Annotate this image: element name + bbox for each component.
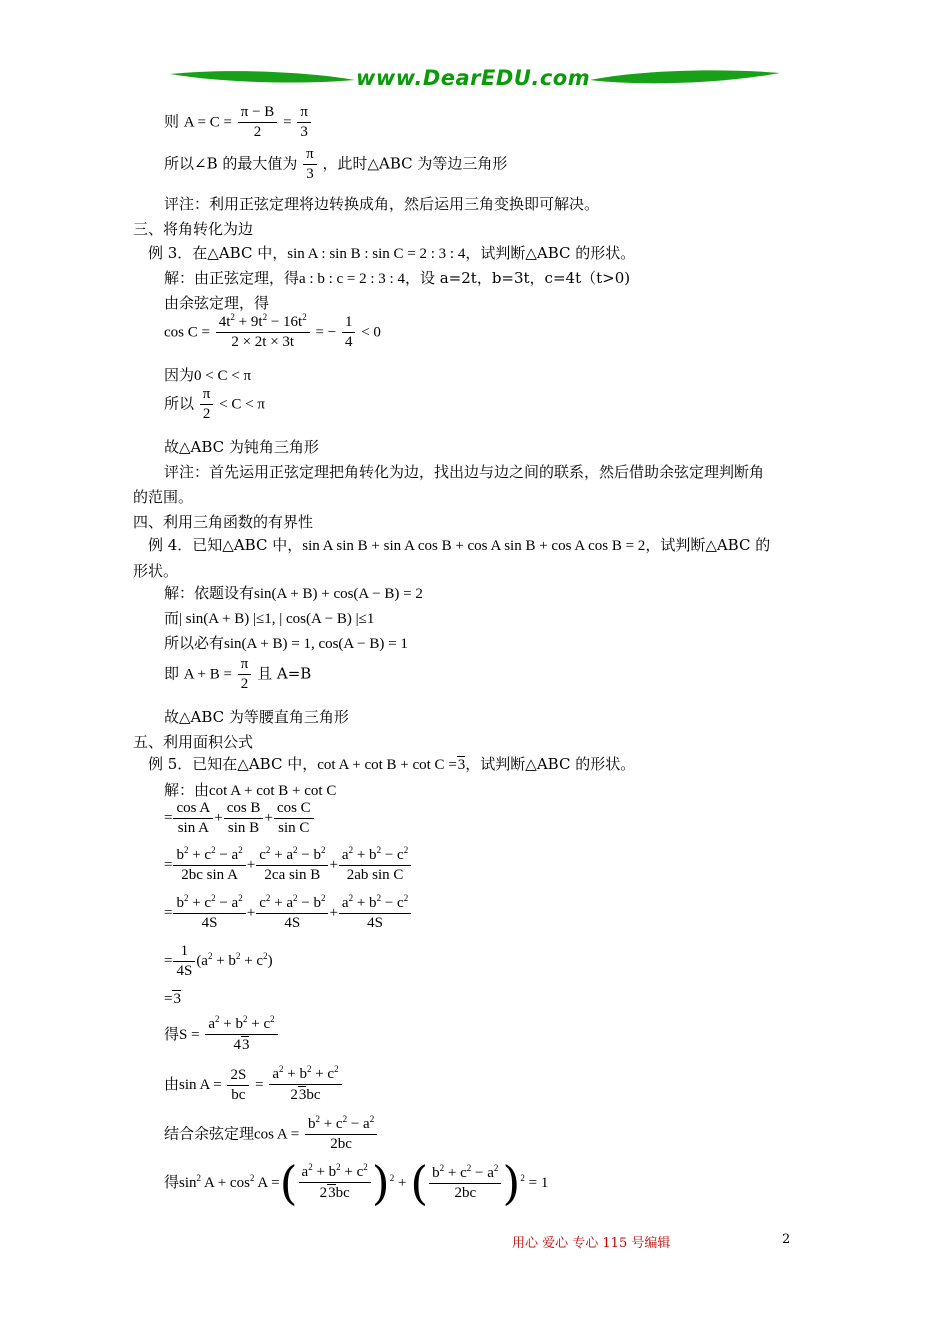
text: 解：由 (164, 781, 210, 799)
math: | sin(A + B) |≤1, | cos(A − B) |≤1 (179, 611, 375, 627)
text: 由 (164, 1075, 180, 1093)
note-3a: 评注：首先运用正弦定理把角转化为边，找出边与边之间的联系，然后借助余弦定理判断角 (164, 463, 765, 481)
obtuse-line: 故△ABC 为钝角三角形 (164, 438, 319, 456)
math: sin A : sin B : sin C = 2 : 3 : 4 (287, 246, 466, 262)
logo-text: www.DearEDU.com (356, 66, 591, 90)
isosceles-line: 故△ABC 为等腰直角三角形 (164, 708, 349, 726)
example-3 (148, 242, 635, 263)
math: a : b : c = 2 : 3 : 4 (299, 271, 405, 287)
text: 得 (164, 1025, 180, 1043)
cos-rule-line: 由余弦定理，得 (164, 294, 270, 312)
text: ，设 a=2t，b=3t，c=4t（t>0) (404, 269, 631, 287)
so-line: 所以 $\frac{\pi}{2}$ < C < π (164, 386, 265, 422)
solution-5 (164, 779, 336, 800)
text: 结合余弦定理 (164, 1124, 255, 1143)
example-4-cont: 形状。 (133, 562, 179, 580)
text: ，试判断△ABC 的形状。 (465, 755, 636, 773)
sin-a-line: 由sin A = $\frac{2S}{bc}$ = $\frac{a^2 + b^2 + c^2}{23bc}$ (164, 1066, 343, 1104)
step-sum: = $\frac{1}{4S}$ $(a^2 + b^2 + c^2)$ (164, 943, 273, 979)
section-3-heading: 三、将角转化为边 (133, 220, 254, 238)
footer-text: 用心 爱心 专心 115 号编辑 (512, 1236, 671, 1251)
cos-c-formula: cos C = $\frac{4t^2 + 9t^2 - 16t^2}{2 \times 2t \times 3t}$ = − $\frac{1}{4}$ < 0 (164, 312, 381, 350)
text: 得 (164, 1173, 180, 1191)
text: 例 4．已知△ABC 中， (148, 536, 303, 554)
note-2: 评注：利用正弦定理将边转换成角，然后运用三角变换即可解决。 (164, 195, 600, 213)
example-4 (148, 534, 770, 555)
get-s-line: 得S = $\frac{a^2 + b^2 + c^2}{43}$ (164, 1016, 279, 1054)
cos-a-line: 结合余弦定理cos A = $\frac{b^2 + c^2 - a^2}{2bc}$ (164, 1116, 378, 1153)
math: 0 < C < π (194, 368, 252, 384)
text: ，试判断△ABC 的形状。 (465, 244, 636, 262)
section-5-heading: 五、利用面积公式 (133, 733, 254, 751)
text: 且 A=B (257, 664, 312, 683)
math: cot A + cot B + cot C (209, 783, 337, 799)
text: 例 3．在△ABC 中， (148, 244, 288, 262)
note-3b: 的范围。 (133, 488, 194, 506)
bound-line (164, 607, 374, 628)
text: 解：由正弦定理，得 (164, 269, 300, 287)
must-line (164, 632, 408, 653)
text: 则 (164, 112, 180, 131)
math: cot A + cot B + cot C = (317, 757, 457, 773)
text: 因为 (164, 366, 195, 384)
section-4-heading: 四、利用三角函数的有界性 (133, 513, 314, 531)
text: ，试判断△ABC 的 (645, 536, 771, 554)
math: < C < π (219, 396, 265, 413)
text: 解：依题设有 (164, 584, 255, 602)
text: 所以∠B 的最大值为 (164, 154, 298, 173)
identity-line: 得$\sin^2 A + \cos^2 A$ =( $\frac{a^2 + b^2 + c^2}{23bc}$ )$^2$ + ( $\frac{b^2 + c^2 - a^2}{2bc}$ )$^2$ = 1 (164, 1156, 549, 1210)
text: 例 5．已知在△ABC 中， (148, 755, 318, 773)
step-area: = $\frac{b^2 + c^2 - a^2}{4S}$ + $\frac{c^2 + a^2 - b^2}{4S}$ + $\frac{a^2 + b^2 - c^2}{4S}$ (164, 895, 412, 932)
math: sin(A + B) + cos(A − B) = 2 (254, 586, 423, 602)
ie-line: 即 A + B = $\frac{\pi}{2}$ 且 A=B (164, 656, 312, 692)
solution-4 (164, 582, 423, 603)
text: 而 (164, 609, 180, 627)
step-root3: =3 (164, 991, 181, 1007)
line-a-eq-c: 则 A = C = $\frac{\pi - B}{2}$ = $\frac{\pi}{3}$ (164, 104, 312, 141)
text: 所以必有 (164, 634, 225, 652)
because-line (164, 364, 251, 385)
line-max-b: 所以∠B 的最大值为 $\frac{\pi}{3}$ ，此时△ABC 为等边三角形 (164, 146, 508, 182)
step-sides-sin: = $\frac{b^2 + c^2 - a^2}{\text{2bc sin A}}$ + $\frac{c^2 + a^2 - b^2}{\text{2ca sin B}}$ + $\frac{a^2 + b^2 - c^2}{\text{2ab sin C}}$ (164, 847, 412, 884)
text: 即 (164, 664, 180, 683)
example-5: 例 5．已知在△ABC 中，cot A + cot B + cot C =3，试判断△ABC 的形状。 (148, 755, 636, 773)
math: sin A sin B + sin A cos B + cos A sin B + cos A cos B = 2 (302, 538, 646, 554)
math: sin(A + B) = 1, cos(A − B) = 1 (224, 636, 408, 652)
page-number: 2 (782, 1232, 791, 1247)
text: 所以 (164, 394, 195, 413)
text: ，此时△ABC 为等边三角形 (322, 154, 508, 173)
step-cos-sin: = $\frac{\text{cos A}}{\text{sin A}}$ + $\frac{\text{cos B}}{\text{sin B}}$ + $\frac{\text{cos C}}{\text{sin C}}$ (164, 800, 315, 837)
solution-3 (164, 267, 630, 288)
